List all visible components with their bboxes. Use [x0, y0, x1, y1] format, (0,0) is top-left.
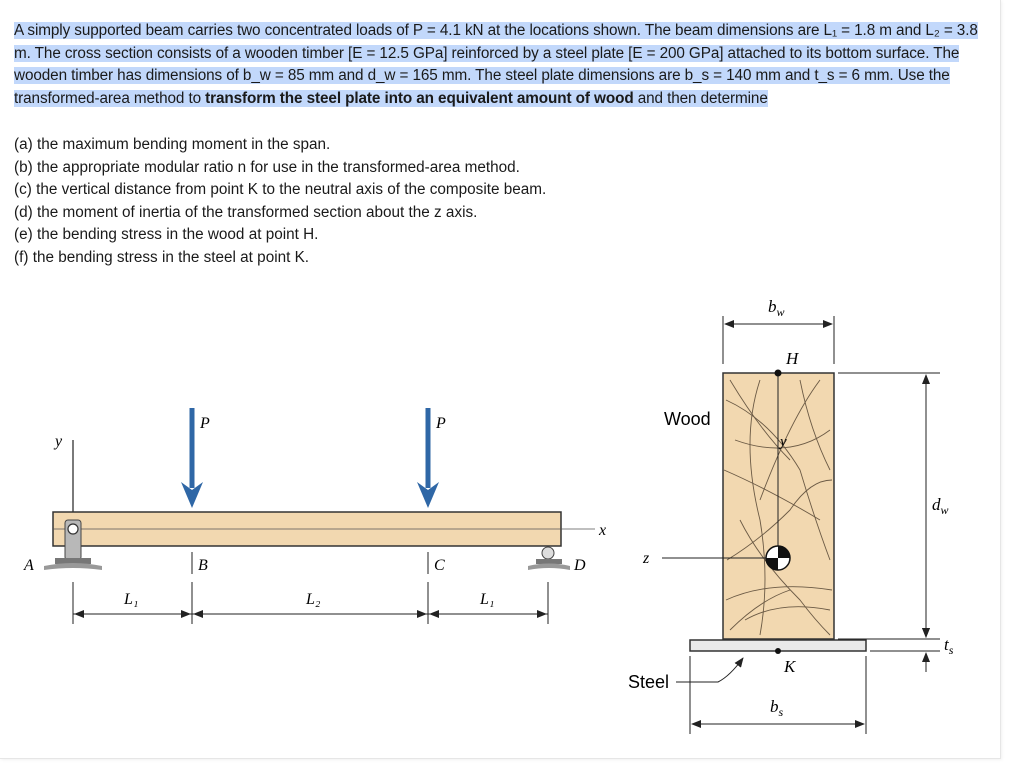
bs-dimension — [690, 656, 866, 734]
span-label-1: L₁ — [124, 591, 139, 608]
point-c-label: C — [434, 557, 445, 574]
dw-dimension — [838, 373, 940, 639]
point-b-label: B — [198, 557, 208, 574]
roller-support-d — [528, 547, 570, 570]
part-c: (c) the vertical distance from point K to the neutral axis of the composite beam. — [14, 181, 547, 199]
section-y-label: y — [780, 434, 787, 450]
z-label: z — [643, 550, 650, 567]
point-d-label: D — [574, 557, 586, 574]
steel-label: Steel — [628, 672, 670, 692]
ts-label: $t_s$ — [944, 635, 954, 657]
part-e: (e) the bending stress in the wood at point H. — [14, 226, 319, 244]
part-b: (b) the appropriate modular ratio n for use in the transformed-area method. — [14, 158, 520, 176]
point-h-label: H — [786, 349, 799, 368]
beam-y-label: y — [55, 433, 63, 450]
point-a-label: A — [24, 557, 34, 574]
part-f: (f) the bending stress in the steel at point K. — [14, 248, 310, 266]
point-k-label: K — [784, 657, 796, 676]
load-label-1: P — [200, 415, 210, 432]
part-a: (a) the maximum bending moment in the span. — [14, 136, 331, 153]
centroid-symbol — [766, 546, 790, 570]
span-label-3: L₁ — [480, 591, 495, 608]
beam-x-label: x — [599, 522, 607, 539]
part-d: (d) the moment of inertia of the transformed section about the z axis. — [14, 203, 478, 221]
statement-bold: transform the steel plate into an equivalent amount of wood — [205, 89, 634, 107]
bw-label: $b_w$ — [768, 297, 785, 319]
statement-pre: A simply supported beam carries two concentrated loads of P = 4.1 kN at the locations shown. The beam dimensions are L₁ = 1.8 m and L₂ = 3.8 m. The cross section consists of a wooden timber [E = 12.5 GPa] reinforced by a steel plate [E = 200 GPa] attached to its bottom surface. The wooden timber has dimensions of b_w = 85 mm and d_w = 165 mm. The steel plate dimensions are b_s = 140 mm and t_s = 6 mm. Use the transformed-area method to — [14, 22, 978, 107]
span-label-2: L₂ — [306, 591, 321, 608]
bw-dimension — [723, 316, 834, 364]
point-h-dot — [775, 370, 782, 377]
dw-label: $d_w$ — [932, 495, 949, 517]
wood-label: Wood — [664, 409, 711, 429]
bs-label: $b_s$ — [770, 697, 784, 719]
point-k-dot — [775, 648, 781, 654]
ts-dimension — [870, 622, 940, 672]
steel-leader — [676, 658, 743, 682]
load-label-2: P — [436, 415, 446, 432]
statement-post: and then determine — [633, 89, 768, 107]
